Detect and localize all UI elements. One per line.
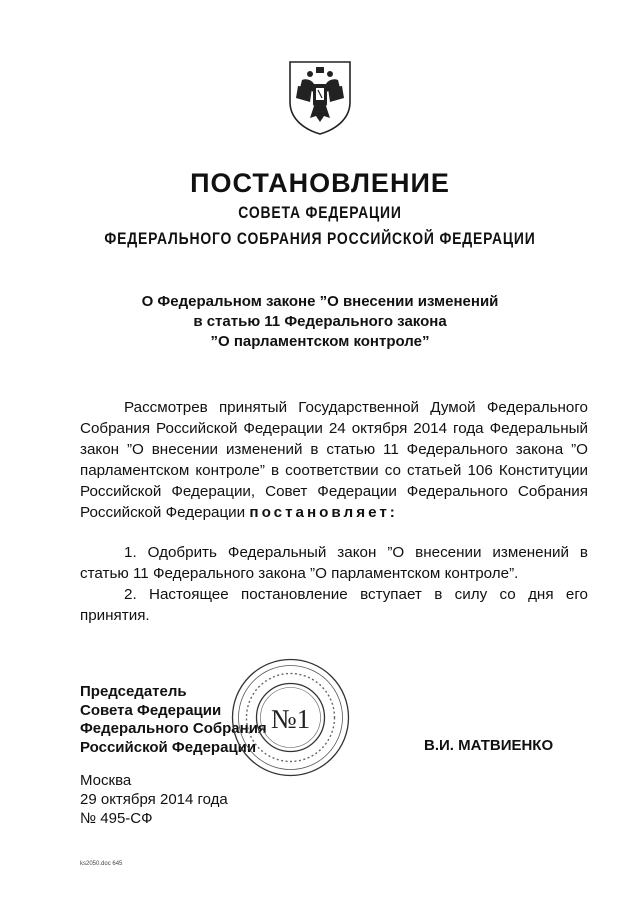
file-code: ks2050.doc 645 [80, 861, 123, 867]
signer-name: В.И. МАТВИЕНКО [424, 737, 554, 754]
date: 29 октября 2014 года [80, 791, 228, 808]
document-subject [0, 292, 640, 352]
coat-of-arms-icon [284, 58, 356, 136]
signer-line-1: Председатель [80, 683, 187, 700]
resolves-word: постановляет: [249, 504, 398, 521]
resolution-items [80, 542, 588, 626]
signer-line-2: Совета Федерации [80, 701, 222, 719]
stamp-number: №1 [270, 704, 311, 734]
subject-line-2: в статью 11 Федерального закона [193, 313, 447, 330]
document-number: № 495-СФ [80, 810, 153, 827]
subject-line-1: О Федеральном законе ”О внесении изменений [141, 293, 499, 310]
intro-text: Рассмотрев принятый Государственной Думой Федерального Собрания Российской Федерации 24 октября 2014 года Федеральный закон ”О внесении изменений в статью 11 Федерального закона ”О парламентском контроле” в соответствии со статьей 106 Конституции Российской Федерации, Совет Федерации Федерального Собрания Российской Федерации [80, 399, 588, 521]
document-title: ПОСТАНОВЛЕНИЕ [190, 168, 450, 198]
resolution-item-2: 2. Настоящее постановление вступает в силу со дня его принятия. [80, 586, 588, 624]
document-body [80, 397, 588, 626]
resolution-item-1: 1. Одобрить Федеральный закон ”О внесении изменений в статью 11 Федерального закона ”О парламентском контроле”. [80, 544, 588, 582]
place-and-date [80, 771, 228, 828]
city: Москва [80, 772, 132, 789]
signer-line-4: Российской Федерации [80, 738, 257, 756]
issuer-line-1: СОВЕТА ФЕДЕРАЦИИ [238, 203, 402, 222]
seal-stamp-icon [228, 655, 353, 780]
issuer-line-2: ФЕДЕРАЛЬНОГО СОБРАНИЯ РОССИЙСКОЙ ФЕДЕРАЦИИ [104, 229, 536, 248]
subject-line-3: ”О парламентском контроле” [210, 333, 430, 350]
signer-line-3: Федерального Собрания [80, 720, 267, 737]
intro-paragraph [80, 397, 588, 523]
